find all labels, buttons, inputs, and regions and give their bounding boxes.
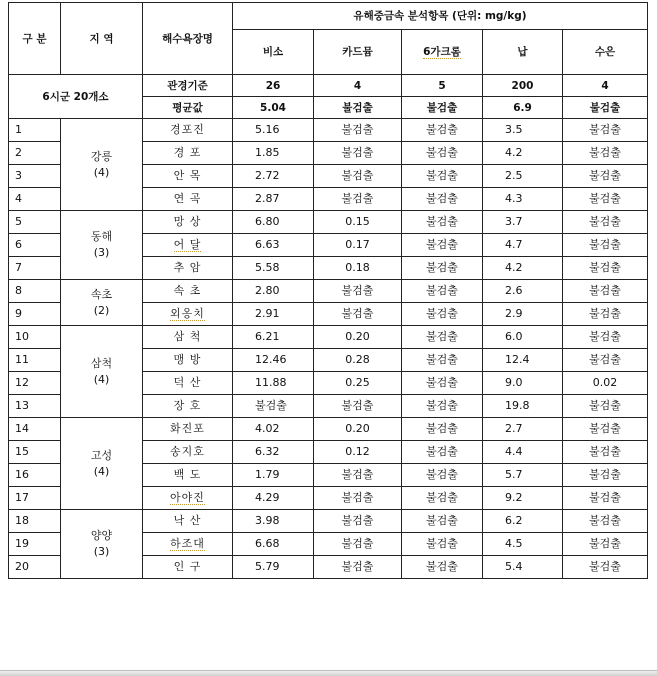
region-cell [61, 119, 143, 211]
document-page [8, 2, 647, 579]
header-analysis-group: 유해중금속 분석항목 (단위: mg/kg) [233, 3, 648, 30]
row-number: 4 [9, 188, 61, 211]
beach-name-text: 하조대 [170, 537, 205, 550]
header-metal-chromium-label: 6가크롬 [423, 46, 461, 58]
region-count: (2) [93, 303, 110, 317]
beach-name-text: 연 곡 [173, 192, 202, 205]
beach-name-text: 낙 산 [173, 514, 202, 527]
measurement-value: 4.2 [483, 142, 563, 165]
measurement-value: 2.80 [233, 280, 314, 303]
row-number: 9 [9, 303, 61, 326]
header-metal-mercury: 수은 [563, 30, 648, 75]
beach-name-text: 송지호 [170, 445, 205, 458]
region-count: (4) [93, 464, 110, 478]
measurement-value: 불검출 [402, 510, 483, 533]
region-cell [61, 211, 143, 280]
measurement-value: 2.87 [233, 188, 314, 211]
region-count: (3) [93, 545, 110, 558]
beach-name-text: 속 초 [173, 284, 202, 297]
measurement-value: 2.5 [483, 165, 563, 188]
measurement-value: 불검출 [563, 257, 648, 280]
standard-value: 26 [233, 75, 314, 97]
beach-name-text: 안 목 [173, 169, 202, 182]
measurement-value: 6.21 [233, 326, 314, 349]
measurement-value: 6.80 [233, 211, 314, 234]
measurement-value: 4.2 [483, 257, 563, 280]
region-name: 양양 [90, 529, 113, 542]
region-cell [61, 510, 143, 579]
measurement-value: 0.02 [563, 372, 648, 395]
measurement-value: 불검출 [563, 349, 648, 372]
beach-name [143, 303, 233, 326]
measurement-value: 0.25 [314, 372, 402, 395]
beach-name-text: 경 포 [173, 146, 202, 159]
measurement-value: 불검출 [402, 533, 483, 556]
measurement-value: 2.91 [233, 303, 314, 326]
header-metal-arsenic: 비소 [233, 30, 314, 75]
measurement-value: 3.5 [483, 119, 563, 142]
beach-name-text: 인 구 [173, 560, 202, 573]
measurement-value: 12.46 [233, 349, 314, 372]
standard-value: 4 [314, 75, 402, 97]
beach-name [143, 142, 233, 165]
measurement-value: 9.0 [483, 372, 563, 395]
row-number: 12 [9, 372, 61, 395]
measurement-value: 불검출 [402, 234, 483, 257]
measurement-value: 불검출 [314, 487, 402, 510]
measurement-value: 불검출 [314, 464, 402, 487]
header-metal-chromium [402, 30, 483, 75]
measurement-value: 4.7 [483, 234, 563, 257]
beach-name [143, 119, 233, 142]
measurement-value: 불검출 [563, 418, 648, 441]
measurement-value: 불검출 [314, 280, 402, 303]
measurement-value: 불검출 [563, 487, 648, 510]
measurement-value: 5.58 [233, 257, 314, 280]
measurement-value: 3.7 [483, 211, 563, 234]
measurement-value: 불검출 [314, 142, 402, 165]
row-number: 11 [9, 349, 61, 372]
measurement-value: 6.68 [233, 533, 314, 556]
header-region: 지 역 [61, 3, 143, 75]
table-row [9, 510, 648, 533]
row-number: 15 [9, 441, 61, 464]
beach-name [143, 510, 233, 533]
region-count: (3) [93, 246, 110, 259]
measurement-value: 2.72 [233, 165, 314, 188]
header-metal-cadmium: 카드뮴 [314, 30, 402, 75]
measurement-value: 불검출 [402, 418, 483, 441]
beach-name [143, 188, 233, 211]
measurement-value: 4.29 [233, 487, 314, 510]
header-division: 구 분 [9, 3, 61, 75]
measurement-value: 0.28 [314, 349, 402, 372]
measurement-value: 19.8 [483, 395, 563, 418]
row-number: 18 [9, 510, 61, 533]
table-row [9, 326, 648, 349]
header-beach: 해수욕장명 [143, 3, 233, 75]
page-bottom-edge [0, 670, 657, 676]
measurement-value: 불검출 [314, 303, 402, 326]
beach-name [143, 349, 233, 372]
beach-name [143, 234, 233, 257]
beach-name [143, 211, 233, 234]
region-cell [61, 280, 143, 326]
average-value: 5.04 [233, 97, 314, 119]
beach-name [143, 441, 233, 464]
measurement-value: 불검출 [402, 303, 483, 326]
measurement-value: 4.3 [483, 188, 563, 211]
measurement-value: 12.4 [483, 349, 563, 372]
measurement-value: 불검출 [563, 119, 648, 142]
measurement-value: 불검출 [402, 119, 483, 142]
average-value: 불검출 [402, 97, 483, 119]
table-row [9, 119, 648, 142]
measurement-value: 불검출 [402, 280, 483, 303]
measurement-value: 불검출 [402, 556, 483, 579]
beach-name [143, 395, 233, 418]
average-label: 평균값 [143, 97, 233, 119]
measurement-value: 불검출 [402, 326, 483, 349]
measurement-value: 불검출 [563, 142, 648, 165]
measurement-value: 0.20 [314, 418, 402, 441]
region-count: (4) [93, 165, 110, 179]
beach-name [143, 533, 233, 556]
average-value: 불검출 [563, 97, 648, 119]
row-number: 2 [9, 142, 61, 165]
region-name: 동해 [90, 230, 113, 243]
region-name: 강릉 [90, 149, 113, 163]
measurement-value: 불검출 [314, 556, 402, 579]
measurement-value: 6.0 [483, 326, 563, 349]
beach-name-text: 장 호 [173, 399, 202, 412]
table-row [9, 211, 648, 234]
beach-name-text: 맹 방 [173, 353, 202, 366]
beach-name [143, 257, 233, 280]
row-number: 1 [9, 119, 61, 142]
measurement-value: 5.79 [233, 556, 314, 579]
measurement-value: 1.85 [233, 142, 314, 165]
beach-name-text: 망 상 [173, 215, 202, 228]
beach-name-text: 아야진 [170, 491, 205, 504]
measurement-value: 불검출 [563, 556, 648, 579]
standard-value: 200 [483, 75, 563, 97]
measurement-value: 6.2 [483, 510, 563, 533]
measurement-value: 불검출 [402, 487, 483, 510]
heavy-metal-analysis-table [8, 2, 648, 579]
region-name: 삼척 [90, 356, 113, 370]
measurement-value: 2.6 [483, 280, 563, 303]
measurement-value: 불검출 [314, 165, 402, 188]
region-cell [61, 418, 143, 510]
measurement-value: 불검출 [314, 395, 402, 418]
average-value: 불검출 [314, 97, 402, 119]
measurement-value: 불검출 [233, 395, 314, 418]
measurement-value: 불검출 [402, 464, 483, 487]
row-number: 7 [9, 257, 61, 280]
measurement-value: 불검출 [563, 234, 648, 257]
standard-value: 5 [402, 75, 483, 97]
measurement-value: 6.32 [233, 441, 314, 464]
row-number: 5 [9, 211, 61, 234]
average-value: 6.9 [483, 97, 563, 119]
measurement-value: 불검출 [314, 188, 402, 211]
measurement-value: 불검출 [563, 395, 648, 418]
table-row [9, 418, 648, 441]
beach-name-text: 경포진 [170, 123, 205, 136]
region-name: 고성 [90, 448, 113, 462]
measurement-value: 4.5 [483, 533, 563, 556]
measurement-value: 0.15 [314, 211, 402, 234]
measurement-value: 불검출 [314, 510, 402, 533]
beach-name [143, 372, 233, 395]
beach-name-text: 외옹치 [170, 307, 205, 320]
measurement-value: 불검출 [402, 372, 483, 395]
row-number: 13 [9, 395, 61, 418]
standard-value: 4 [563, 75, 648, 97]
measurement-value: 불검출 [563, 510, 648, 533]
measurement-value: 불검출 [402, 349, 483, 372]
measurement-value: 3.98 [233, 510, 314, 533]
measurement-value: 불검출 [563, 165, 648, 188]
row-number: 20 [9, 556, 61, 579]
beach-name [143, 418, 233, 441]
beach-name-text: 덕 산 [173, 376, 202, 389]
region-count: (4) [93, 372, 110, 386]
measurement-value: 0.18 [314, 257, 402, 280]
measurement-value: 불검출 [563, 303, 648, 326]
measurement-value: 4.02 [233, 418, 314, 441]
measurement-value: 불검출 [563, 280, 648, 303]
beach-name [143, 165, 233, 188]
measurement-value: 불검출 [402, 188, 483, 211]
measurement-value: 불검출 [402, 142, 483, 165]
measurement-value: 불검출 [563, 188, 648, 211]
row-number: 19 [9, 533, 61, 556]
measurement-value: 4.4 [483, 441, 563, 464]
beach-name [143, 487, 233, 510]
measurement-value: 2.9 [483, 303, 563, 326]
measurement-value: 0.17 [314, 234, 402, 257]
measurement-value: 불검출 [314, 119, 402, 142]
measurement-value: 불검출 [402, 257, 483, 280]
row-number: 3 [9, 165, 61, 188]
beach-name-text: 삼 척 [173, 330, 202, 343]
beach-name-text: 어 달 [173, 238, 202, 251]
measurement-value: 불검출 [563, 533, 648, 556]
measurement-value: 불검출 [563, 441, 648, 464]
beach-name [143, 326, 233, 349]
measurement-value: 불검출 [563, 464, 648, 487]
measurement-value: 불검출 [402, 211, 483, 234]
standard-label: 관경기준 [143, 75, 233, 97]
beach-name-text: 추 암 [173, 261, 202, 274]
measurement-value: 불검출 [563, 326, 648, 349]
beach-name [143, 464, 233, 487]
measurement-value: 0.12 [314, 441, 402, 464]
measurement-value: 9.2 [483, 487, 563, 510]
measurement-value: 0.20 [314, 326, 402, 349]
measurement-value: 1.79 [233, 464, 314, 487]
row-number: 17 [9, 487, 61, 510]
summary-label: 6시군 20개소 [9, 75, 143, 119]
measurement-value: 불검출 [402, 441, 483, 464]
measurement-value: 불검출 [402, 165, 483, 188]
row-number: 6 [9, 234, 61, 257]
measurement-value: 불검출 [314, 533, 402, 556]
measurement-value: 불검출 [563, 211, 648, 234]
row-number: 8 [9, 280, 61, 303]
measurement-value: 불검출 [402, 395, 483, 418]
measurement-value: 2.7 [483, 418, 563, 441]
table-row [9, 280, 648, 303]
beach-name [143, 280, 233, 303]
measurement-value: 11.88 [233, 372, 314, 395]
region-name: 속초 [90, 287, 113, 301]
row-number: 16 [9, 464, 61, 487]
row-number: 10 [9, 326, 61, 349]
region-cell [61, 326, 143, 418]
measurement-value: 6.63 [233, 234, 314, 257]
measurement-value: 5.4 [483, 556, 563, 579]
row-number: 14 [9, 418, 61, 441]
beach-name-text: 백 도 [173, 468, 202, 481]
beach-name [143, 556, 233, 579]
beach-name-text: 화진포 [170, 422, 205, 435]
measurement-value: 5.7 [483, 464, 563, 487]
measurement-value: 5.16 [233, 119, 314, 142]
header-metal-lead: 납 [483, 30, 563, 75]
